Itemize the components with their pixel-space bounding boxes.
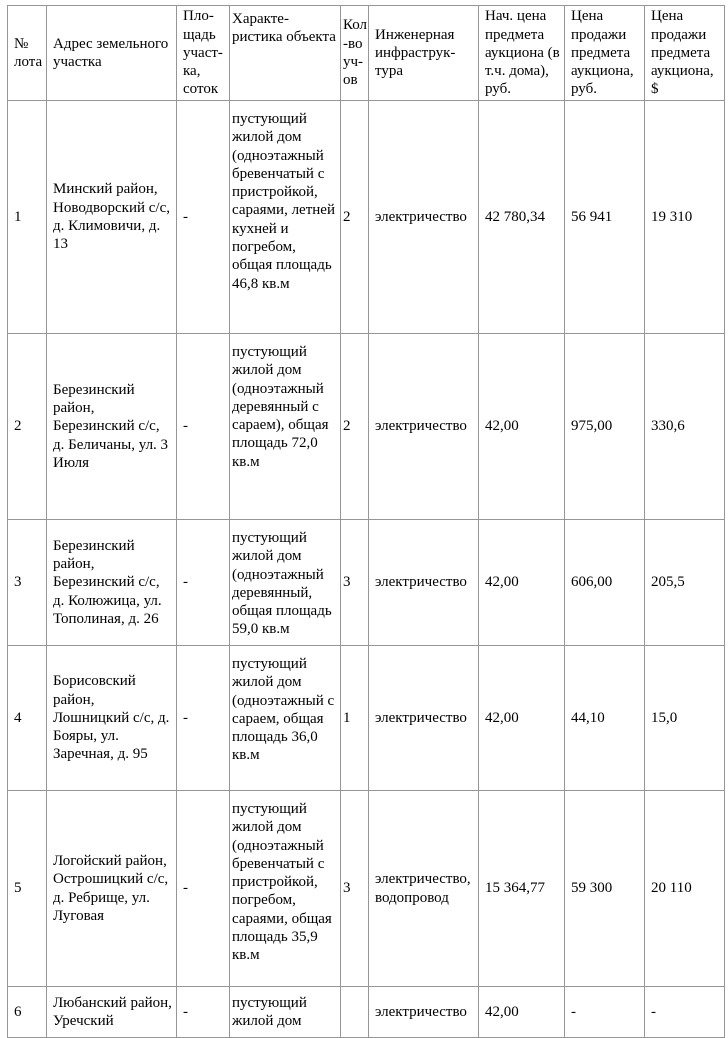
cell-address: Березинский район, Березинский с/с, д. Колюжица, ул. Тополиная, д. 26 [47,520,177,646]
header-row [8,6,725,101]
header-description: Характе-ристика объекта [230,6,341,101]
cell-description: пустующий жилой дом (одноэтажный деревянный, общая площадь 59,0 кв.м [230,520,341,646]
cell-sale-price-usd: 330,6 [645,334,725,520]
cell-participants: 2 [341,101,369,334]
cell-infrastructure: электричество [369,646,479,791]
cell-sale-price-usd: 20 110 [645,791,725,987]
cell-address: Березинский район, Березинский с/с, д. Беличаны, ул. 3 Июля [47,334,177,520]
header-start-price: Нач. цена предмета аукциона (в т.ч. дома), руб. [479,6,565,101]
cell-area: - [177,987,230,1038]
cell-participants: 2 [341,334,369,520]
cell-sale-price-usd: 205,5 [645,520,725,646]
cell-start-price: 42,00 [479,334,565,520]
cell-start-price: 42,00 [479,646,565,791]
header-area: Пло-щадь участ-ка, соток [177,6,230,101]
cell-area: - [177,791,230,987]
cell-address: Любанский район, Уречский [47,987,177,1038]
table-row [8,334,725,520]
cell-address: Логойский район, Острошицкий с/с, д. Ребрище, ул. Луговая [47,791,177,987]
cell-sale-price-rub: 606,00 [565,520,645,646]
cell-sale-price-usd: 15,0 [645,646,725,791]
cell-area: - [177,334,230,520]
cell-start-price: 15 364,77 [479,791,565,987]
cell-description: пустующий жилой дом [230,987,341,1038]
cell-lot-number: 2 [8,334,47,520]
cell-infrastructure: электричество [369,987,479,1038]
cell-sale-price-rub: 59 300 [565,791,645,987]
header-participants: Кол-во уч-ов [341,6,369,101]
table-row [8,791,725,987]
cell-participants: 3 [341,520,369,646]
cell-participants: 3 [341,791,369,987]
cell-sale-price-rub: 975,00 [565,334,645,520]
cell-lot-number: 5 [8,791,47,987]
cell-start-price: 42 780,34 [479,101,565,334]
cell-infrastructure: электричество, водопровод [369,791,479,987]
cell-address: Минский район, Новодворский с/с, д. Климовичи, д. 13 [47,101,177,334]
header-address: Адрес земельного участка [47,6,177,101]
table-row [8,520,725,646]
cell-participants [341,987,369,1038]
cell-infrastructure: электричество [369,520,479,646]
table-row [8,987,725,1038]
table-row [8,101,725,334]
cell-start-price: 42,00 [479,520,565,646]
header-infrastructure: Инженерная инфраструк-тура [369,6,479,101]
cell-description: пустующий жилой дом (одноэтажный бревенчатый с пристройкой, погребом, сараями, общая площадь 35,9 кв.м [230,791,341,987]
header-sale-price-rub: Цена продажи предмета аукциона, руб. [565,6,645,101]
cell-area: - [177,101,230,334]
table-row [8,646,725,791]
header-sale-price-usd: Цена продажи предмета аукциона, $ [645,6,725,101]
cell-sale-price-usd: - [645,987,725,1038]
auction-results-table [7,5,725,1038]
cell-sale-price-rub: 56 941 [565,101,645,334]
cell-description: пустующий жилой дом (одноэтажный деревянный с сараем), общая площадь 72,0 кв.м [230,334,341,520]
header-lot-number: № лота [8,6,47,101]
cell-start-price: 42,00 [479,987,565,1038]
cell-area: - [177,646,230,791]
cell-lot-number: 6 [8,987,47,1038]
cell-sale-price-usd: 19 310 [645,101,725,334]
cell-sale-price-rub: 44,10 [565,646,645,791]
cell-lot-number: 4 [8,646,47,791]
cell-sale-price-rub: - [565,987,645,1038]
cell-lot-number: 3 [8,520,47,646]
cell-infrastructure: электричество [369,101,479,334]
cell-description: пустующий жилой дом (одноэтажный с сараем, общая площадь 36,0 кв.м [230,646,341,791]
cell-participants: 1 [341,646,369,791]
cell-description: пустующий жилой дом (одноэтажный бревенчатый с пристройкой, сараями, летней кухней и погребом, общая площадь 46,8 кв.м [230,101,341,334]
cell-area: - [177,520,230,646]
cell-address: Борисовский район, Лошницкий с/с, д. Бояры, ул. Заречная, д. 95 [47,646,177,791]
cell-infrastructure: электричество [369,334,479,520]
cell-lot-number: 1 [8,101,47,334]
